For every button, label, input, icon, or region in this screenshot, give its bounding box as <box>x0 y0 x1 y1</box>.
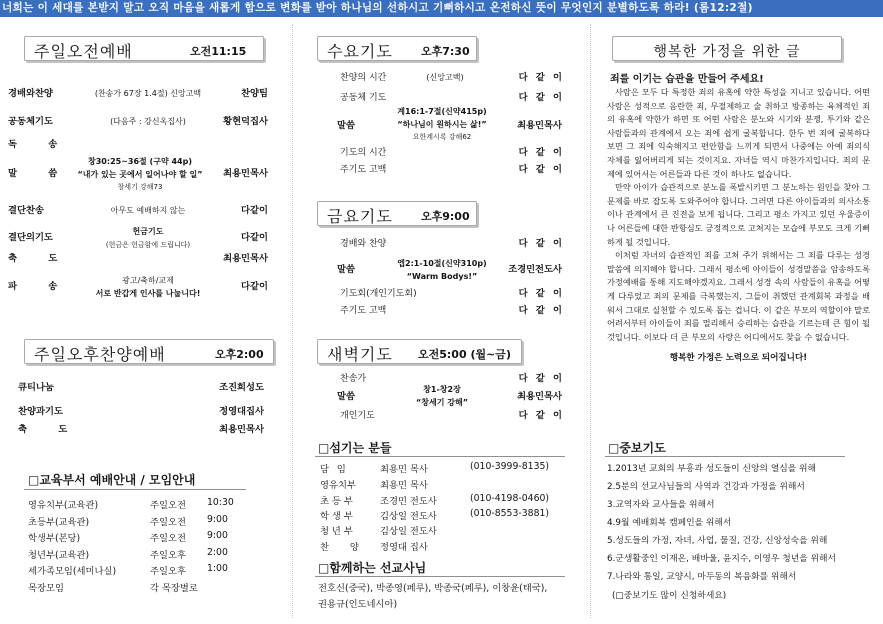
servant-role: 학 생 부 <box>320 511 353 522</box>
row-label: 찬양과기도 <box>18 406 63 417</box>
prayer-item: 7.나라와 통일, 교양시, 마두동의 복음화를 위해서 <box>607 572 797 582</box>
row-leader: 정영대집사 <box>219 406 264 417</box>
prayer-item: 3.교역자와 교사들을 위해서 <box>607 500 715 510</box>
sunday-am-row <box>0 205 292 217</box>
row-detail-line: 아무도 예배하지 않는 <box>110 206 186 215</box>
row-leader: 다 같 이 <box>518 305 562 316</box>
prayer-item: 1.2013년 교회의 부흥과 성도들이 신앙의 열심을 위해 <box>607 464 817 474</box>
right-column <box>590 0 883 624</box>
dawn-title: 새벽기도 <box>327 345 393 364</box>
wednesday-header <box>317 36 477 61</box>
servant-role: 청 년 부 <box>320 526 353 537</box>
row-label: 결단의기도 <box>8 232 53 243</box>
row-detail-line: (헌금은 헌금함에 드립니다) <box>105 240 191 249</box>
friday-time: 오후9:00 <box>421 210 470 223</box>
dawn-time: 오전5:00 (월~금) <box>418 348 511 361</box>
row-leader: 최용민목사 <box>517 120 562 131</box>
row-leader: 다 같 이 <box>518 72 562 83</box>
sermon-title: “창세기 강해” <box>416 397 468 407</box>
row-leader: 다 같 이 <box>518 410 562 421</box>
education-dept: 초등부(교육관) <box>28 517 90 528</box>
dawn-header <box>317 339 522 364</box>
education-day: 주일오후 <box>150 550 186 561</box>
scripture-reference: 엡2:1-10절(신약310p) <box>397 259 487 268</box>
scripture-reference: 계16:1-7절(신약415p) <box>397 107 487 116</box>
wednesday-row <box>295 92 588 104</box>
wednesday-time: 오후7:30 <box>421 45 470 58</box>
sunday-am-row <box>0 157 292 191</box>
sermon-title: “내가 있는 곳에서 일어나야 할 일” <box>77 169 203 179</box>
servant-role: 찬 양 <box>320 542 359 553</box>
scripture-banner: 너희는 이 세대를 본받지 말고 오직 마음을 새롭게 함으로 변화를 받아 하나님의 선하시고 기뻐하시고 온전하신 뜻이 무엇인지 분별하도록 하라! (롬12:2절) <box>0 0 883 17</box>
education-day: 주일오전 <box>150 533 186 544</box>
row-leader: 다 같 이 <box>518 147 562 158</box>
education-divider <box>24 489 246 490</box>
education-day: 주일오전 <box>150 500 186 511</box>
education-dept: 영유치부(교육관) <box>28 500 99 511</box>
row-label: 경배와찬양 <box>8 88 53 99</box>
friday-row <box>295 288 588 300</box>
prayer-item: 2.5분의 선교사님들의 사역과 건강과 가정을 위해서 <box>607 482 805 492</box>
row-leader: 다 같 이 <box>518 373 562 384</box>
sunday-pm-row <box>0 382 292 394</box>
missionaries-title: □함께하는 선교사님 <box>318 561 427 575</box>
education-time: 1:00 <box>207 563 228 574</box>
row-label: 공동체 기도 <box>340 93 387 103</box>
row-label: 기도회(개인기도회) <box>340 289 417 299</box>
row-leader: 다 같 이 <box>518 288 562 299</box>
row-leader: 조진희성도 <box>219 382 264 393</box>
row-leader: 조경민전도사 <box>508 264 562 275</box>
row-label: 말 씀 <box>8 168 58 179</box>
row-detail-line: (다음주 : 강신옥집사) <box>110 117 186 126</box>
education-time: 2:00 <box>207 547 228 558</box>
sunday-am-header <box>24 36 264 61</box>
row-label: 경배와 찬양 <box>340 239 387 249</box>
row-label: 기도의 시간 <box>340 148 387 158</box>
servant-name: 최용민 목사 <box>380 480 428 491</box>
wednesday-row <box>295 147 588 159</box>
prayer-item: 5.성도들의 가정, 자녀, 사업, 물질, 건강, 신앙성숙을 위해 <box>607 536 828 546</box>
row-detail-line: 서로 반갑게 인사를 나눕니다! <box>95 288 201 298</box>
row-label: 개인기도 <box>340 411 375 421</box>
row-detail-line: 헌금기도 <box>132 227 164 236</box>
missionaries-divider <box>315 576 565 577</box>
friday-header <box>317 201 477 226</box>
sunday-am-row <box>0 276 292 298</box>
missionaries-line: 전호신(중국), 박종영(페루), 박종국(페루), 이창윤(태국), <box>318 583 548 594</box>
servant-name: 정영대 집사 <box>380 542 428 553</box>
education-day: 주일오후 <box>150 566 186 577</box>
education-title: □교육부서 예배안내 / 모임안내 <box>28 473 196 487</box>
sunday-am-title: 주일오전예배 <box>34 42 133 61</box>
education-day: 각 목장별로 <box>150 583 198 594</box>
row-label: 말씀 <box>337 391 355 402</box>
left-column <box>0 0 292 624</box>
dawn-row <box>295 385 588 407</box>
article-paragraph: 이처럼 자녀의 습관적인 죄를 고쳐 주기 위해서는 그 죄를 다루는 성경말씀에 의지해야 합니다. 그래서 평소에 아이들이 성경말씀을 암송하도록 가정예배를 통해 지도해야겠지요. 그래서 성경 속의 사람들이 유혹을 어떻게 다루었고 죄의 문제를 극복했는지, 그들이 취했던 관계회복 과정을 배워서 그대로 실천할 수 있도록 돕는 겁니다. 이 같은 부모의 역할이야 말로 어려서부터 아이들이 죄를 멀리해서 승리하는 습관을 기르는데 큰 힘이 될 것입니다. 이보다 더 큰 부모의 사랑은 어디에서도 찾을 수 없습니다. <box>607 250 870 342</box>
sunday-am-row <box>0 139 292 151</box>
education-dept: 학생부(본당) <box>28 533 81 544</box>
row-label: 주기도 고백 <box>340 306 387 316</box>
servant-name: 최용민 목사 <box>380 464 428 475</box>
wednesday-row <box>295 107 588 141</box>
education-time: 9:00 <box>207 514 228 525</box>
sunday-pm-header <box>24 339 274 364</box>
wednesday-row <box>295 164 588 176</box>
servant-name: 김상일 전도사 <box>380 526 437 537</box>
missionaries-line: 권용규(인도네시아) <box>318 599 398 610</box>
row-label: 주기도 고백 <box>340 165 387 175</box>
education-time: 9:00 <box>207 530 228 541</box>
article-paragraph: 만약 아이가 습관적으로 분노를 폭발시키면 그 분노하는 원인을 찾아 그 문제를 바로 잡도록 도와주어야 합니다. 그러면 다른 아이들과의 의사소통이나 관계에서 큰 진전을 보게 됩니다. 그리고 평소 가지고 있던 우울증이나 어른들에 대한 반항심도 긍정적으로 고쳐지는 모습에 부모도 크게 기뻐하게 될 것입니다. <box>607 182 870 247</box>
row-label: 독 송 <box>8 139 58 150</box>
dawn-row <box>295 410 588 422</box>
sunday-pm-row <box>0 406 292 418</box>
sunday-am-row <box>0 88 292 100</box>
scripture-reference: 창1-창2장 <box>423 385 461 394</box>
row-leader: 최용민목사 <box>219 424 264 435</box>
sermon-series: 요한계시록 강해62 <box>412 133 472 141</box>
row-leader: 최용민목사 <box>517 391 562 402</box>
row-leader: 찬양팀 <box>241 88 268 99</box>
family-article-title: 죄를 이기는 습관을 만들어 주세요! <box>610 74 764 85</box>
sunday-am-row <box>0 227 292 249</box>
row-leader: 황현덕집사 <box>223 116 268 127</box>
servant-name: 김상일 전도사 <box>380 511 437 522</box>
row-detail-line: (찬송가 67장 1.4절) 신앙고백 <box>94 89 202 98</box>
sunday-pm-time: 오후2:00 <box>215 348 264 361</box>
servant-phone: (010-4198-0460) <box>470 493 550 504</box>
row-label: 말씀 <box>337 120 355 131</box>
article-closing: 행복한 가정은 노력으로 되어집니다! <box>669 353 808 364</box>
education-dept: 청년부(교육관) <box>28 550 90 561</box>
servants-divider <box>315 456 565 457</box>
row-detail-line: (신앙고백) <box>426 73 464 82</box>
row-label: 결단찬송 <box>8 205 44 216</box>
sunday-am-row <box>0 253 292 265</box>
row-label: 찬송가 <box>340 374 367 384</box>
education-time: 10:30 <box>207 497 234 508</box>
row-label: 공동체기도 <box>8 116 53 127</box>
servants-title: □섬기는 분들 <box>318 441 392 455</box>
row-label: 찬양의 시간 <box>340 73 387 83</box>
row-leader: 다같이 <box>241 232 268 243</box>
servant-role: 영유치부 <box>320 480 356 491</box>
row-leader: 다 같 이 <box>518 92 562 103</box>
middle-column <box>295 0 588 624</box>
family-article-body <box>607 86 870 366</box>
wednesday-row <box>295 72 588 84</box>
row-leader: 다 같 이 <box>518 164 562 175</box>
row-leader: 다같이 <box>241 205 268 216</box>
row-leader: 최용민목사 <box>223 168 268 179</box>
friday-row <box>295 259 588 281</box>
row-leader: 다같이 <box>241 281 268 292</box>
servant-phone: (010-8553-3881) <box>470 508 550 519</box>
education-day: 주일오전 <box>150 517 186 528</box>
row-label: 큐티나눔 <box>18 382 54 393</box>
education-dept: 세가족모임(세미나실) <box>28 566 117 577</box>
prayer-item: 4.9월 예배회복 캠페인을 위해서 <box>607 518 732 528</box>
sermon-series: 창세기 강해73 <box>117 183 163 191</box>
row-detail-line: 광고/축하/교제 <box>122 276 174 285</box>
family-heading: 행복한 가정을 위한 글 <box>653 44 801 60</box>
sunday-am-row <box>0 116 292 128</box>
prayer-title: □중보기도 <box>608 441 666 455</box>
sunday-pm-title: 주일오후찬양예배 <box>34 345 166 364</box>
servant-phone: (010-3999-8135) <box>470 461 550 472</box>
row-label: 말씀 <box>337 264 355 275</box>
row-label: 축 도 <box>18 424 68 435</box>
prayer-divider <box>605 456 845 457</box>
row-label: 축 도 <box>8 253 58 264</box>
wednesday-title: 수요기도 <box>327 42 393 61</box>
sermon-title: “Warm Bodys!” <box>406 271 478 281</box>
servant-role: 담 임 <box>320 464 346 475</box>
friday-row <box>295 305 588 317</box>
row-label: 파 송 <box>8 281 58 292</box>
sunday-am-time: 오전11:15 <box>190 45 247 58</box>
scripture-reference: 창30:25~36절 (구약 44p) <box>88 157 192 166</box>
row-leader: 최용민목사 <box>223 253 268 264</box>
friday-row <box>295 238 588 250</box>
family-header <box>612 36 842 61</box>
education-dept: 목장모임 <box>28 583 64 594</box>
sermon-title: “하나님이 원하시는 삶!” <box>397 119 487 129</box>
sunday-pm-row <box>0 424 292 436</box>
column-divider-left <box>292 24 293 618</box>
article-paragraph: 사람은 모두 다 특정한 죄의 유혹에 약한 특성을 지니고 있습니다. 어떤 사람은 성적으로 음란한 죄, 무절제하고 술 취하고 방종하는 육체적인 죄의 유혹에 약한가 하면 또 어떤 사람은 분노와 시기와 분쟁, 투기와 같은 사람들과의 관계에서 오는 죄에 쉽게 굴복합니다. 한두 번 죄에 굴복하다 보면 그 죄에 익숙해지고 편안함을 느끼게 되면서 나중에는 아예 죄의식 자체를 잃어버리게 되는 것이지요. 자녀들 역시 마찬가지입니다. 죄의 문제에 있어서는 어른들과 다른 것이 하나도 없습니다. <box>607 87 870 179</box>
prayer-note: (□중보기도 많이 신청하세요) <box>612 591 727 601</box>
servant-name: 조경민 전도사 <box>380 496 437 507</box>
friday-title: 금요기도 <box>327 207 393 226</box>
prayer-item: 6.군생활중인 이재온, 배바울, 윤지수, 이영우 청년을 위해서 <box>607 554 837 564</box>
servant-role: 초 등 부 <box>320 496 353 507</box>
row-leader: 다 같 이 <box>518 238 562 249</box>
